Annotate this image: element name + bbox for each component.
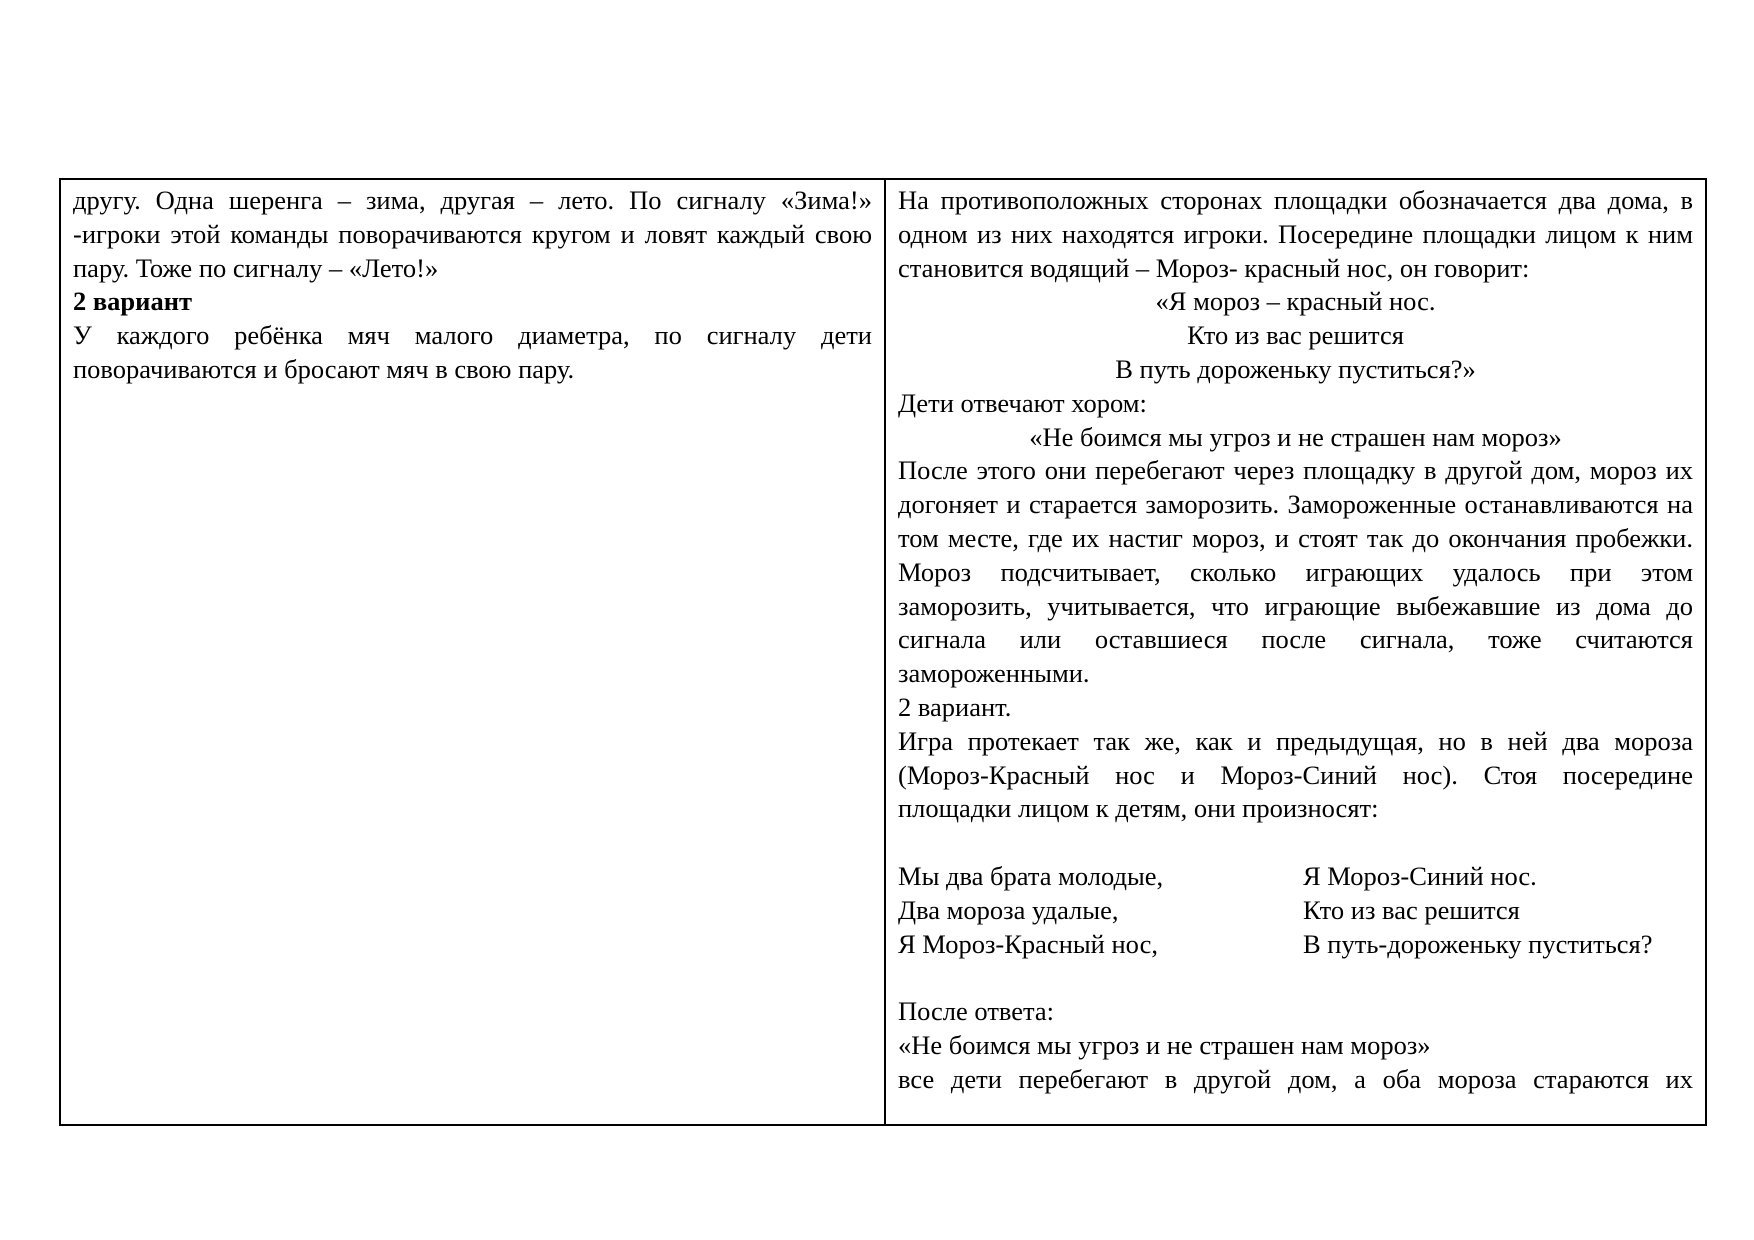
blank-line — [898, 826, 1693, 860]
poem-right-line-2: Кто из вас решится — [1303, 894, 1520, 925]
final-clipped-line: все дети перебегают в другой дом, а оба мороза стараются их — [898, 1063, 1693, 1094]
right-intro-paragraph: На противоположных сторонах площадки обозначается два дома, в одном из них находятся игроки. Посередине площадки лицом к ним становится водящий – Мороз- красный нос, он говорит: — [898, 185, 1693, 283]
poem-left-line-2: Два мороза удалые, — [898, 894, 1119, 925]
poem-row-2 — [898, 894, 1693, 928]
right-variant-2-text: Игра протекает так же, как и предыдущая, но в ней два мороза (Мороз-Красный нос и Мороз-Синий нос). Стоя посередине площадки лицом к детям, они произносят: — [898, 725, 1693, 824]
kids-answer-quote: «Не боимся мы угроз и не страшен нам мороз» — [1029, 421, 1562, 452]
content-table — [59, 178, 1707, 1126]
verse-line-3: В путь дороженьку пуститься?» — [1115, 353, 1476, 384]
poem-row-1 — [898, 860, 1693, 894]
after-answer-label: После ответа: — [898, 996, 1055, 1027]
right-variant-2-label: 2 вариант. — [898, 691, 1012, 722]
poem-right-line-1: Я Мороз-Синий нос. — [1303, 860, 1537, 891]
right-column — [886, 180, 1705, 1124]
verse-line-1: «Я мороз – красный нос. — [1155, 286, 1436, 317]
left-column — [61, 180, 886, 1124]
blank-line — [898, 961, 1693, 995]
left-variant-heading: 2 вариант — [73, 286, 192, 317]
kids-answer-label: Дети отвечают хором: — [898, 387, 1147, 418]
poem-row-3 — [898, 928, 1693, 962]
left-paragraph-1: другу. Одна шеренга – зима, другая – лето. По сигналу «Зима!» -игроки этой команды поворачиваются кругом и ловят каждый свою пару. Тоже по сигналу – «Лето!» — [73, 185, 872, 283]
poem-left-line-1: Мы два брата молодые, — [898, 860, 1164, 891]
right-main-paragraph: После этого они перебегают через площадку в другой дом, мороз их догоняет и старается заморозить. Замороженные останавливаются на том месте, где их настиг мороз, и стоят так до окончания пробежки. Мороз подсчитывает, сколько играющих удалось при этом заморозить, учитывается, что играющие выбежавшие из дома до сигнала или оставшиеся после сигнала, тоже считаются замороженными. — [898, 455, 1693, 689]
verse-line-2: Кто из вас решится — [1187, 320, 1404, 351]
left-paragraph-2: У каждого ребёнка мяч малого диаметра, по сигналу дети поворачиваются и бросают мяч в свою пару. — [73, 320, 872, 384]
after-answer-quote: «Не боимся мы угроз и не страшен нам мороз» — [898, 1029, 1431, 1060]
poem-right-line-3: В путь-дороженьку пуститься? — [1303, 928, 1653, 959]
poem-left-line-3: Я Мороз-Красный нос, — [898, 928, 1158, 959]
